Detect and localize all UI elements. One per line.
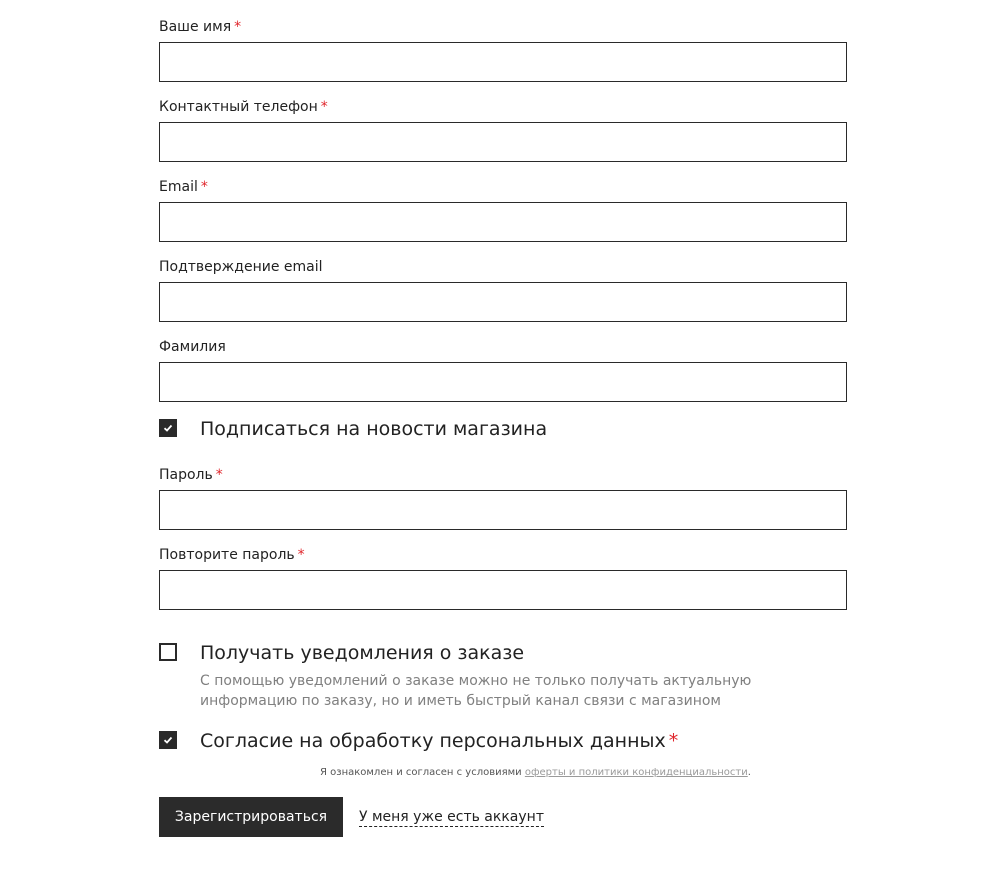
surname-input[interactable] [159,362,847,402]
register-button[interactable]: Зарегистрироваться [159,797,343,837]
password-repeat-input[interactable] [159,570,847,610]
email-label: Email * [159,179,208,195]
surname-label: Фамилия [159,339,226,355]
order-notifications-label[interactable]: Получать уведомления о заказе [200,642,525,664]
email-confirm-label: Подтверждение email [159,259,323,275]
subscribe-label[interactable]: Подписаться на новости магазина [200,418,548,440]
name-label: Ваше имя * [159,19,242,35]
required-mark: * [297,547,305,563]
required-mark: * [668,730,679,752]
required-mark: * [215,467,223,483]
consent-checkbox[interactable] [159,731,177,749]
password-repeat-label: Повторите пароль * [159,547,305,563]
email-input[interactable] [159,202,847,242]
order-notifications-checkbox[interactable] [159,643,177,661]
subscribe-checkbox[interactable] [159,419,177,437]
email-confirm-input[interactable] [159,282,847,322]
password-label: Пароль * [159,467,223,483]
consent-label[interactable]: Согласие на обработку персональных данных * [200,730,679,752]
required-mark: * [320,99,328,115]
login-link[interactable]: У меня уже есть аккаунт [359,809,544,825]
checkmark-icon [163,423,173,433]
phone-label: Контактный телефон * [159,99,328,115]
offer-policy-link[interactable]: оферты и политики конфиденциальности [524,767,748,778]
name-input[interactable] [159,42,847,82]
required-mark: * [234,19,242,35]
required-mark: * [200,179,208,195]
phone-input[interactable] [159,122,847,162]
order-notifications-hint: С помощью уведомлений о заказе можно не только получать актуальную информацию по заказу, но и иметь быстрый канал связи с магазином [200,673,752,709]
agreement-text: Я ознакомлен и согласен с условиями оферты и политики конфиденциальности. [320,767,751,778]
password-input[interactable] [159,490,847,530]
checkmark-icon [163,735,173,745]
